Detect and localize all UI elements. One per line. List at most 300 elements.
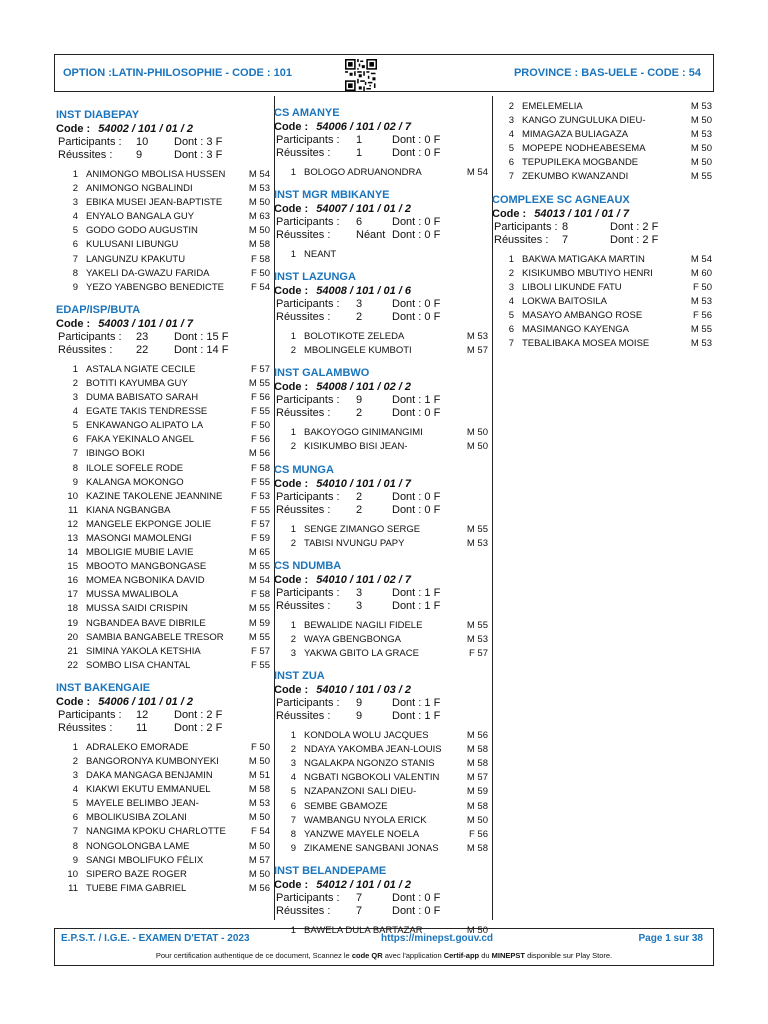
participants-dont <box>392 134 440 147</box>
candidate-number: 17 <box>67 589 78 601</box>
candidate-number: 3 <box>508 115 514 127</box>
candidate-number: 2 <box>290 744 296 756</box>
candidate-name: ENKAWANGO ALIPATO LA <box>86 420 204 432</box>
candidate-row <box>56 811 272 825</box>
candidate-name: TEPUPILEKA MOGBANDE <box>522 157 639 169</box>
candidate-sex-score: M 50 <box>466 427 488 439</box>
candidate-sex-score: M 65 <box>248 547 270 559</box>
candidate-row <box>56 504 272 518</box>
reussites-dont <box>392 905 440 918</box>
reussites <box>274 600 490 613</box>
candidate-number: 9 <box>290 842 296 854</box>
candidate-name: BOLOTIKOTE ZELEDA <box>304 331 405 343</box>
participants <box>274 216 490 229</box>
participants-dont <box>174 331 228 344</box>
dont-label: Dont : <box>174 721 204 734</box>
candidate-sex-score: M 58 <box>466 842 488 854</box>
candidate-sex-score: M 63 <box>248 211 270 223</box>
candidate-row <box>56 602 272 616</box>
institution-name: EDAP/ISP/BUTA <box>56 303 141 316</box>
dont-value: 0 F <box>424 503 441 516</box>
reussites-label: Réussites : <box>276 229 331 242</box>
candidate-sex-score: M 57 <box>248 854 270 866</box>
reussites <box>56 722 272 735</box>
dont-value: 2 F <box>642 233 659 246</box>
institution-block <box>492 193 714 352</box>
candidate-name: SIMINA YAKOLA KETSHIA <box>86 645 201 657</box>
dont-value: 3 F <box>206 149 223 161</box>
candidate-row <box>56 168 272 182</box>
candidate-sex-score: M 54 <box>690 253 712 265</box>
candidate-number: 6 <box>72 239 78 251</box>
candidate-sex-score: M 53 <box>466 633 488 645</box>
reussites-label: Réussites : <box>276 710 331 723</box>
participants <box>56 331 272 344</box>
institution-code <box>56 122 272 136</box>
candidate-row <box>56 574 272 588</box>
candidate-sex-score: M 59 <box>248 617 270 629</box>
candidate-number: 9 <box>72 854 78 866</box>
reussites-dont <box>610 234 658 247</box>
candidate-sex-score: M 50 <box>690 115 712 127</box>
reussites-label: Réussites : <box>494 233 549 246</box>
candidate-number: 6 <box>508 324 514 336</box>
candidate-row <box>56 224 272 238</box>
candidate-number: 7 <box>72 448 78 460</box>
dont-value: 2 F <box>642 220 659 233</box>
reussites-dont <box>174 344 228 357</box>
participants-value: 3 <box>356 298 363 311</box>
dont-value: 0 F <box>424 147 441 159</box>
dont-label: Dont : <box>392 407 422 420</box>
candidate-sex-score: F 55 <box>250 504 270 516</box>
candidate-sex-score: M 50 <box>466 924 488 936</box>
candidate-number: 10 <box>67 868 78 880</box>
candidate-name: KIANA NGBANGBA <box>86 504 171 516</box>
candidate-number: 3 <box>290 758 296 770</box>
candidate-name: MBOLIKUSIBA ZOLANI <box>86 812 187 824</box>
candidate-sex-score: M 53 <box>248 183 270 195</box>
candidate-name: NGBANDEA BAVE DIBRILE <box>86 617 206 629</box>
candidate-number: 1 <box>72 741 78 753</box>
candidate-row <box>56 659 272 673</box>
candidate-row <box>274 814 490 828</box>
candidate-name: NGALAKPA NGONZO STANIS <box>304 758 435 770</box>
candidate-number: 8 <box>290 828 296 840</box>
candidate-number: 2 <box>72 377 78 389</box>
candidate-number: 1 <box>290 730 296 742</box>
candidate-sex-score: F 57 <box>468 647 488 659</box>
candidate-row <box>492 100 714 114</box>
candidate-name: SANGI MBOLIFUKO FÉLIX <box>86 854 204 866</box>
reussites-value: 22 <box>136 343 149 356</box>
participants-dont <box>392 491 440 504</box>
candidate-name: ENYALO BANGALA GUY <box>86 211 195 223</box>
code-label: Code : <box>274 203 309 216</box>
candidate-name: MUSSA MWALIBOLA <box>86 589 179 601</box>
candidate-row <box>56 490 272 504</box>
reussites-value: 2 <box>356 503 363 516</box>
candidate-name: KULUSANI LIBUNGU <box>86 239 179 251</box>
candidate-name: WAYA GBENGBONGA <box>304 633 401 645</box>
candidate-number: 1 <box>290 924 296 936</box>
candidate-sex-score: F 50 <box>692 281 712 293</box>
dont-label: Dont : <box>174 136 204 148</box>
candidate-number: 5 <box>72 420 78 432</box>
candidate-sex-score: F 57 <box>250 645 270 657</box>
code-value: 54007 / 101 / 01 / 2 <box>316 203 412 216</box>
reussites <box>56 149 272 162</box>
reussites-dont <box>392 147 440 160</box>
reussites <box>274 407 490 420</box>
candidate-sex-score: M 59 <box>466 786 488 798</box>
candidate-row <box>56 377 272 391</box>
candidate-name: GODO GODO AUGUSTIN <box>86 225 198 237</box>
candidate-name: BAWELA DULA BARTAZAR <box>304 924 423 936</box>
candidate-name: KALANGA MOKONGO <box>86 476 184 488</box>
candidate-row <box>56 267 272 281</box>
candidate-row <box>56 645 272 659</box>
candidate-row <box>56 783 272 797</box>
candidate-number: 2 <box>72 183 78 195</box>
candidate-sex-score: F 53 <box>250 490 270 502</box>
dont-value: 1 F <box>424 599 441 612</box>
dont-label: Dont : <box>392 697 422 710</box>
candidate-number: 5 <box>508 309 514 321</box>
candidate-row <box>56 560 272 574</box>
candidate-row <box>56 769 272 783</box>
candidate-row <box>56 840 272 854</box>
candidate-row <box>274 537 490 551</box>
candidate-number: 7 <box>508 338 514 350</box>
reussites-value: 2 <box>356 311 363 324</box>
reussites-dont <box>174 722 222 735</box>
candidate-sex-score: M 58 <box>466 744 488 756</box>
candidate-row <box>56 253 272 267</box>
candidate-sex-score: M 50 <box>248 812 270 824</box>
participants-value: 23 <box>136 330 149 343</box>
dont-value: 2 F <box>206 708 223 721</box>
results-column-2 <box>274 98 490 938</box>
candidate-row <box>274 344 490 358</box>
candidate-row <box>492 114 714 128</box>
dont-label: Dont : <box>392 229 422 242</box>
participants-dont <box>174 709 222 722</box>
institution-name: INST LAZUNGA <box>274 271 356 284</box>
candidate-name: BAKWA MATIGAKA MARTIN <box>522 253 645 265</box>
reussites <box>274 905 490 918</box>
candidate-number: 6 <box>72 812 78 824</box>
institution-code <box>56 695 272 709</box>
candidate-name: MASAYO AMBANGO ROSE <box>522 309 643 321</box>
institution-name: CS AMANYE <box>274 107 340 119</box>
candidate-sex-score: M 50 <box>690 143 712 155</box>
candidate-row <box>56 546 272 560</box>
participants-value: 1 <box>356 134 363 146</box>
candidate-number: 5 <box>290 786 296 798</box>
institution-name: INST DIABEPAY <box>56 109 140 121</box>
candidate-name: KONDOLA WOLU JACQUES <box>304 730 429 742</box>
code-label: Code : <box>274 285 309 298</box>
participants-label: Participants : <box>276 394 340 407</box>
candidate-name: ZEKUMBO KWANZANDI <box>522 171 629 183</box>
candidate-number: 6 <box>290 800 296 812</box>
reussites <box>274 710 490 723</box>
candidate-name: BOTITI KAYUMBA GUY <box>86 377 188 389</box>
candidate-row <box>56 405 272 419</box>
candidate-sex-score: M 58 <box>466 800 488 812</box>
institution-code <box>274 120 490 134</box>
candidate-row <box>56 281 272 295</box>
reussites-dont <box>392 600 440 613</box>
candidate-row <box>274 842 490 856</box>
candidate-row <box>56 588 272 602</box>
candidate-number: 11 <box>68 882 78 894</box>
candidate-name: NEANT <box>304 249 337 261</box>
candidate-number: 3 <box>290 647 296 659</box>
participants-dont <box>174 136 222 149</box>
participants <box>274 394 490 407</box>
candidate-sex-score: F 57 <box>250 518 270 530</box>
candidate-number: 21 <box>67 645 78 657</box>
candidate-row <box>56 182 272 196</box>
dont-value: 14 F <box>206 343 229 356</box>
candidate-row <box>274 166 490 180</box>
candidate-sex-score: F 58 <box>250 253 270 265</box>
candidate-row <box>492 337 714 351</box>
candidate-sex-score: F 50 <box>250 741 270 753</box>
website-link[interactable]: https://minepst.gouv.cd <box>381 933 494 944</box>
institution-code <box>274 683 490 697</box>
candidate-sex-score: M 50 <box>248 868 270 880</box>
candidate-number: 2 <box>290 633 296 645</box>
dont-label: Dont : <box>392 503 422 516</box>
candidate-name: SIPERO BAZE ROGER <box>86 868 187 880</box>
reussites-label: Réussites : <box>58 721 113 734</box>
dont-label: Dont : <box>392 586 422 599</box>
candidate-row <box>56 391 272 405</box>
institution-code <box>274 573 490 587</box>
dont-label: Dont : <box>392 311 422 324</box>
candidate-sex-score: M 53 <box>248 798 270 810</box>
candidate-name: YEZO YABENGBO BENEDICTE <box>86 281 224 293</box>
candidate-number: 2 <box>508 101 514 112</box>
dont-label: Dont : <box>174 343 204 356</box>
code-value: 54002 / 101 / 01 / 2 <box>98 123 194 135</box>
candidate-number: 16 <box>67 575 78 587</box>
participants <box>274 491 490 504</box>
dont-label: Dont : <box>174 149 204 161</box>
participants-value: 7 <box>356 891 363 904</box>
institution-name: INST GALAMBWO <box>274 367 370 380</box>
candidate-row <box>56 518 272 532</box>
candidate-name: NDAYA YAKOMBA JEAN-LOUIS <box>304 744 442 756</box>
participants-label: Participants : <box>58 136 122 148</box>
candidate-sex-score: F 57 <box>250 363 270 375</box>
candidate-sex-score: M 54 <box>466 167 488 178</box>
participants-label: Participants : <box>58 708 122 721</box>
candidate-sex-score: M 55 <box>248 603 270 615</box>
participants-label: Participants : <box>276 216 340 229</box>
candidate-row <box>56 462 272 476</box>
institution-block <box>56 303 272 673</box>
reussites-label: Réussites : <box>276 904 331 917</box>
participants <box>492 221 714 234</box>
candidate-sex-score: M 56 <box>248 448 270 460</box>
reussites-value: Néant <box>356 229 386 242</box>
candidate-sex-score: M 53 <box>690 129 712 141</box>
reussites-value: 9 <box>356 710 363 723</box>
candidate-sex-score: M 53 <box>690 295 712 307</box>
institution-code <box>56 317 272 331</box>
dont-label: Dont : <box>610 233 640 246</box>
candidate-sex-score: F 58 <box>250 462 270 474</box>
candidate-sex-score: F 54 <box>250 826 270 838</box>
participants <box>56 136 272 149</box>
candidate-sex-score: M 53 <box>690 338 712 350</box>
reussites-label: Réussites : <box>276 147 331 159</box>
participants-dont <box>392 298 440 311</box>
candidate-row <box>274 523 490 537</box>
candidate-number: 12 <box>67 518 78 530</box>
candidate-row <box>274 771 490 785</box>
code-label: Code : <box>56 123 91 135</box>
candidate-row <box>56 631 272 645</box>
code-label: Code : <box>274 684 309 697</box>
candidate-row <box>56 419 272 433</box>
code-label: Code : <box>492 207 527 220</box>
candidate-sex-score: M 55 <box>466 619 488 631</box>
candidate-name: SAMBIA BANGABELE TRESOR <box>86 631 224 643</box>
reussites-dont <box>174 149 222 162</box>
candidate-number: 3 <box>72 197 78 209</box>
code-value: 54003 / 101 / 01 / 7 <box>98 317 194 330</box>
candidate-number: 22 <box>67 659 78 671</box>
candidate-number: 1 <box>290 249 296 261</box>
participants-dont <box>392 892 440 905</box>
dont-value: 1 F <box>424 586 441 599</box>
candidate-sex-score: F 50 <box>250 267 270 279</box>
dont-value: 0 F <box>424 216 441 229</box>
reussites-label: Réussites : <box>58 343 113 356</box>
candidate-sex-score: F 56 <box>250 392 270 404</box>
candidate-row <box>56 210 272 224</box>
candidate-name: DAKA MANGAGA BENJAMIN <box>86 770 213 782</box>
candidate-row <box>56 196 272 210</box>
candidate-number: 4 <box>290 772 296 784</box>
reussites-value: 9 <box>136 149 143 161</box>
participants-dont <box>392 394 440 407</box>
dont-value: 0 F <box>424 891 441 904</box>
candidate-number: 5 <box>508 143 514 155</box>
candidate-sex-score: M 56 <box>248 882 270 894</box>
participants <box>274 298 490 311</box>
candidate-number: 2 <box>72 756 78 767</box>
candidate-row <box>492 142 714 156</box>
candidate-number: 8 <box>72 840 78 852</box>
candidate-sex-score: F 55 <box>250 476 270 488</box>
candidate-name: NGBATI NGBOKOLI VALENTIN <box>304 772 440 784</box>
candidate-name: NONGOLONGBA LAME <box>86 840 190 852</box>
candidate-name: TUEBE FIMA GABRIEL <box>86 882 187 894</box>
candidate-name: LANGUNZU KPAKUTU <box>86 253 186 265</box>
candidate-number: 3 <box>508 281 514 293</box>
candidate-name: ILOLE SOFELE RODE <box>86 462 184 474</box>
participants <box>274 134 490 147</box>
dont-value: 1 F <box>424 697 441 710</box>
candidate-row <box>56 476 272 490</box>
candidate-sex-score: M 57 <box>466 345 488 357</box>
candidate-row <box>56 797 272 811</box>
candidate-row <box>492 309 714 323</box>
candidate-row <box>274 743 490 757</box>
reussites <box>56 344 272 357</box>
exam-label: E.P.S.T. / I.G.E. - EXAMEN D'ETAT - 2023 <box>61 933 250 944</box>
candidate-sex-score: F 56 <box>468 828 488 840</box>
reussites-dont <box>392 710 440 723</box>
candidate-name: MAYELE BELIMBO JEAN- <box>86 798 199 810</box>
candidate-number: 4 <box>72 211 78 223</box>
candidate-number: 13 <box>67 532 78 544</box>
results-column-3 <box>492 100 714 351</box>
candidate-number: 5 <box>72 798 78 810</box>
candidate-row <box>56 447 272 461</box>
reussites-dont <box>392 311 440 324</box>
candidate-row <box>274 440 490 454</box>
candidate-sex-score: F 50 <box>250 420 270 432</box>
reussites <box>274 504 490 517</box>
code-value: 54013 / 101 / 01 / 7 <box>534 207 630 220</box>
institution-name: INST MGR MBIKANYE <box>274 189 390 202</box>
candidate-row <box>56 617 272 631</box>
code-label: Code : <box>274 573 309 586</box>
reussites-value: 1 <box>356 147 363 159</box>
candidate-number: 4 <box>72 784 78 796</box>
candidate-name: MIMAGAZA BULIAGAZA <box>522 129 629 141</box>
reussites-dont <box>392 229 440 242</box>
candidate-sex-score: F 56 <box>250 434 270 446</box>
page-footer <box>54 928 714 966</box>
province-title: PROVINCE : BAS-UELE - CODE : 54 <box>513 67 701 79</box>
page-number: Page 1 sur 38 <box>638 933 703 944</box>
candidate-name: KAZINE TAKOLENE JEANNINE <box>86 490 223 502</box>
candidate-name: KIAKWI EKUTU EMMANUEL <box>86 784 211 796</box>
dont-label: Dont : <box>392 134 422 146</box>
qr-code-icon <box>345 59 377 91</box>
code-value: 54006 / 101 / 01 / 2 <box>98 695 194 708</box>
candidate-number: 14 <box>67 547 78 559</box>
code-label: Code : <box>274 381 309 394</box>
dont-label: Dont : <box>392 710 422 723</box>
candidate-number: 7 <box>508 171 514 183</box>
candidate-name: SEMBE GBAMOZE <box>304 800 388 812</box>
institution-block <box>274 559 490 661</box>
candidate-row <box>56 854 272 868</box>
institution-block <box>56 681 272 896</box>
candidate-row <box>274 800 490 814</box>
candidate-number: 4 <box>72 406 78 418</box>
candidate-sex-score: M 55 <box>248 561 270 573</box>
candidate-number: 1 <box>290 427 296 439</box>
institution-name: CS NDUMBA <box>274 559 342 572</box>
reussites-label: Réussites : <box>276 407 331 420</box>
candidate-sex-score: M 55 <box>690 171 712 183</box>
institution-block <box>274 463 490 551</box>
participants-label: Participants : <box>276 298 340 311</box>
candidate-number: 2 <box>290 441 296 453</box>
code-label: Code : <box>56 317 91 330</box>
candidate-number: 8 <box>72 462 78 474</box>
